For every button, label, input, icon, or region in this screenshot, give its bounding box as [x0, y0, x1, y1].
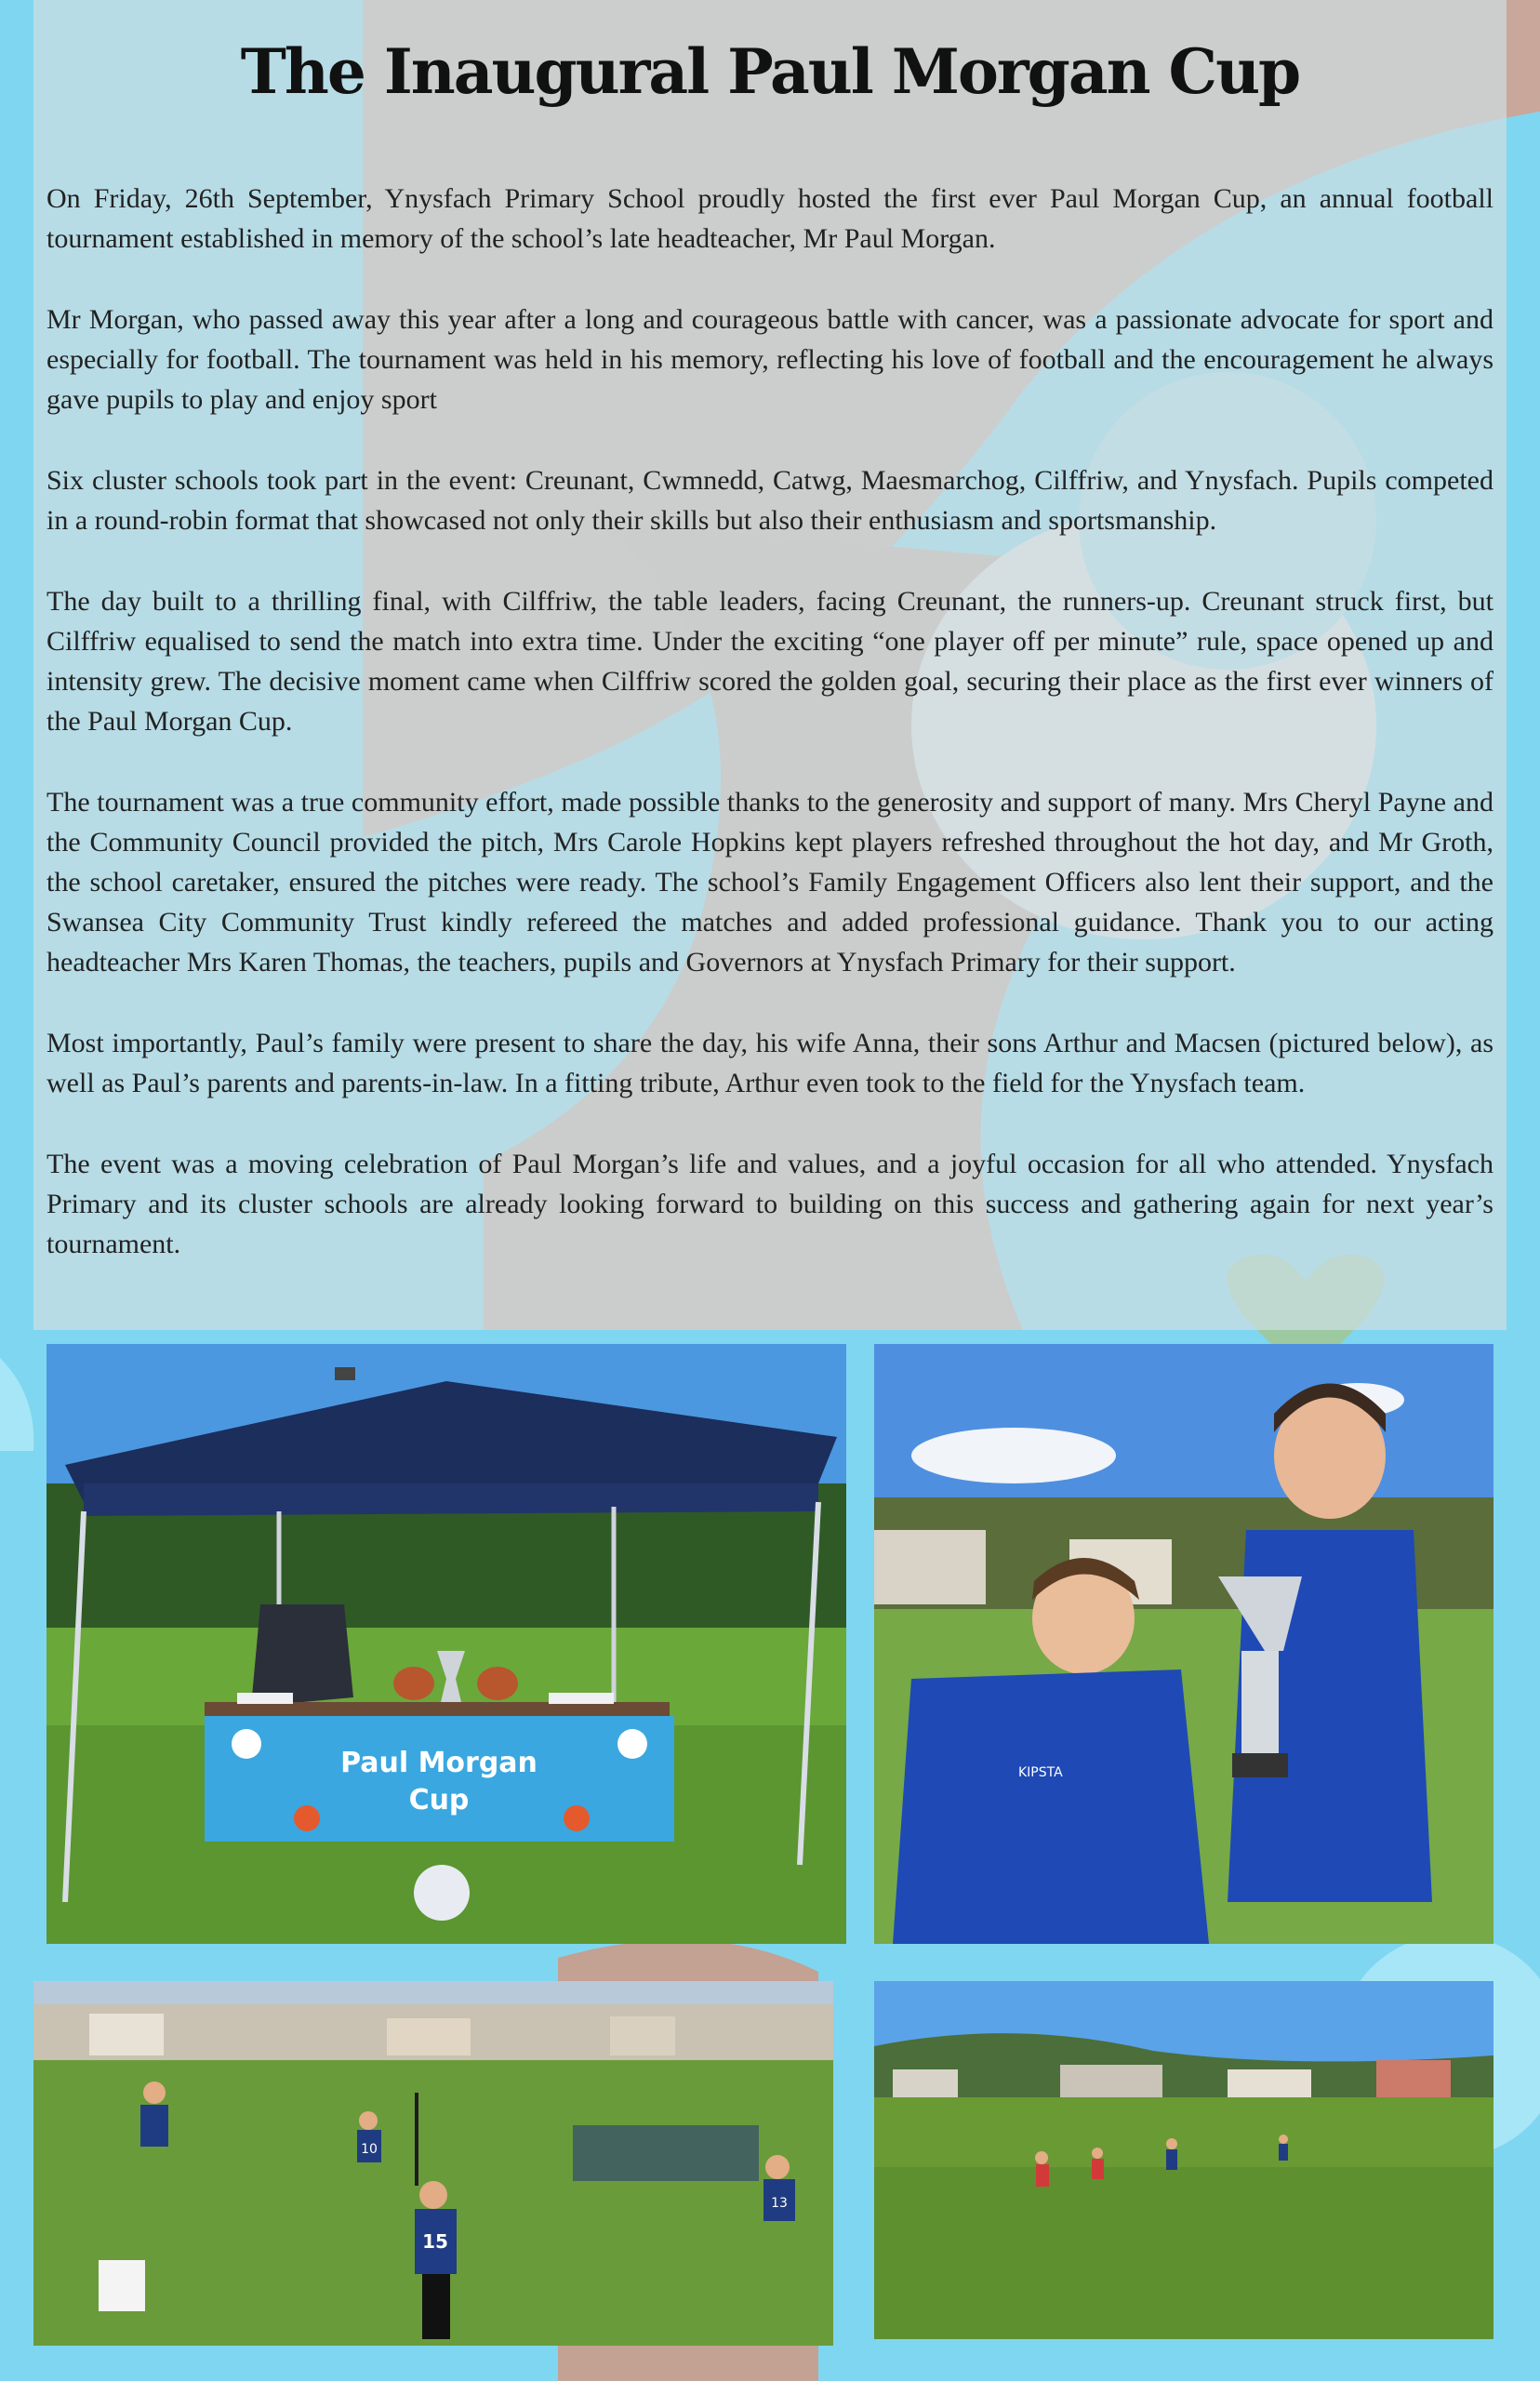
shirt-number-13: 13: [771, 2196, 788, 2211]
banner-text-line1: Paul Morgan: [340, 1747, 538, 1779]
paragraph-2: Mr Morgan, who passed away this year after a long and courageous battle with cancer, was a passionate advocate for sport and especially for football. The tournament was held in his memory, reflecting his love of football and the encouragement he always gave pupils to play and enjoy sport: [46, 304, 1494, 415]
photo-gazebo-trophy-table: [46, 1344, 846, 1944]
paragraph-6: Most importantly, Paul’s family were present to share the day, his wife Anna, their sons Arthur and Macsen (pictured below), as well as Paul’s parents and parents-in-law. In a fitting tribute, Arthur even took to the field for the Ynysfach team.: [46, 1028, 1494, 1098]
paragraph-1: On Friday, 26th September, Ynysfach Primary School proudly hosted the first ever Paul Morgan Cup, an annual football tournament established in memory of the school’s late headteacher, Mr Paul Morgan.: [46, 183, 1494, 254]
article-body: [46, 179, 1494, 1305]
photo-pitch-overview: [874, 1981, 1494, 2339]
photo-boys-with-trophy: [874, 1344, 1494, 1944]
shirt-number-15: 15: [422, 2230, 448, 2253]
shirt-brand-text: KIPSTA: [1018, 1765, 1063, 1780]
shirt-number-10: 10: [361, 2142, 378, 2157]
paragraph-5: The tournament was a true community effort, made possible thanks to the generosity and support of many. Mrs Cheryl Payne and the Community Council provided the pitch, Mrs Carole Hopkins kept players refreshed throughout the hot day, and Mr Groth, the school caretaker, ensured the pitches were ready. The school’s Family Engagement Officers also lent their support, and the Swansea City Community Trust kindly refereed the matches and added professional guidance. Thank you to our acting headteacher Mrs Karen Thomas, the teachers, pupils and Governors at Ynysfach Primary for their support.: [46, 787, 1494, 978]
banner-text-line2: Cup: [408, 1784, 470, 1816]
paragraph-7: The event was a moving celebration of Paul Morgan’s life and values, and a joyful occasion for all who attended. Ynysfach Primary and its cluster schools are already looking forward to building on this success and gathering again for next year’s tournament.: [46, 1149, 1494, 1259]
paragraph-4: The day built to a thrilling final, with Cilffriw, the table leaders, facing Creunant, the runners-up. Creunant struck first, but Cilffriw equalised to send the match into extra time. Under the exciting “one player off per minute” rule, space opened up and intensity grew. The decisive moment came when Cilffriw scored the golden goal, securing their place as the first ever winners of the Paul Morgan Cup.: [46, 586, 1494, 737]
paragraph-3: Six cluster schools took part in the event: Creunant, Cwmnedd, Catwg, Maesmarchog, Cilffriw, and Ynysfach. Pupils competed in a round-robin format that showcased not only their skills but also their enthusiasm and sportsmanship.: [46, 465, 1494, 536]
photo-match-players: [33, 1981, 833, 2346]
page-title: The Inaugural Paul Morgan Cup: [240, 35, 1300, 108]
